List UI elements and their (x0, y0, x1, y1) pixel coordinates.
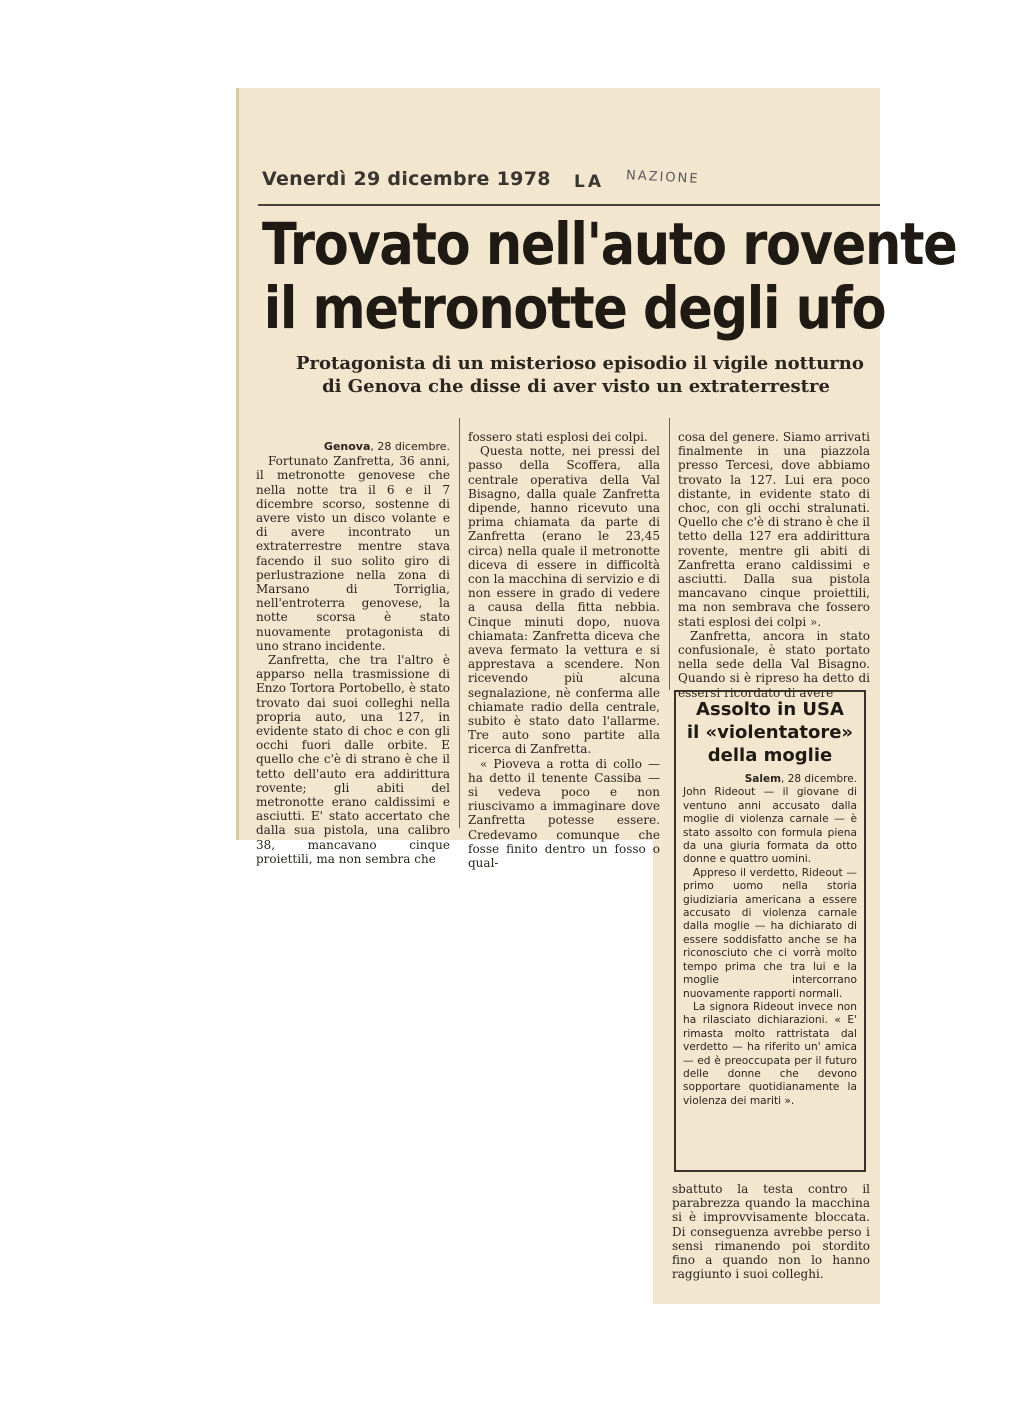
article-column-1 (256, 440, 450, 866)
paragraph: John Rideout — il giovane di ventuno anni accusato dalla moglie di violenza carnale — è stato assolto con formula piena da una giuria formata da otto donne e quattro uomini. (683, 786, 857, 866)
paragraph: « Pioveva a rotta di collo — ha detto il tenente Cassiba — si vedeva poco e non riuscivamo a immaginare dove Zanfretta potesse essere. Credevamo comunque che fosse finito dentro un fosso o qual- (468, 756, 660, 871)
subhead-line-2: di Genova che disse di aver visto un extraterrestre (322, 376, 830, 397)
clipping-edge (236, 88, 239, 840)
column-divider (669, 418, 670, 690)
paragraph: Questa notte, nei pressi del passo della Scoffera, alla centrale operativa della Val Bisagno, dalla quale Zanfretta dipende, hanno ricevuto una prima chiamata da parte di Zanfretta (erano le 23,45 circa) nella quale il metronotte diceva di essere in difficoltà con la macchina di servizio e di non essere in grado di vedere a causa della fitta nebbia. Cinque minuti dopo, nuova chiamata: Zanfretta diceva che aveva fermato la vettura e si apprestava a scendere. Non ricevendo più alcuna segnalazione, nè conferma alle chiamate radio della centrale, subito è stato dato l'allarme. Tre auto sono partite alla ricerca di Zanfretta. (468, 444, 660, 757)
headline-line-2: il metronotte degli ufo (263, 274, 886, 342)
sidebar-article-box (674, 690, 866, 1172)
sidebar-body (683, 773, 857, 1108)
column-divider (459, 418, 460, 828)
article-column-3 (678, 430, 870, 700)
article-byline: Genova, 28 dicembre. (323, 440, 450, 453)
paragraph: Zanfretta, ancora in stato confusionale, è stato portato nella sede della Val Bisagno. Quando si è ripreso ha detto di essersi ricordato di avere (678, 628, 870, 700)
paragraph: sbattuto la testa contro il parabrezza quando la macchina si è improvvisamente bloccata. Di conseguenza avrebbe perso i sensi rimanendo poi stordito fino a quando non lo hanno raggiunto i suoi colleghi. (672, 1182, 870, 1282)
paragraph: Zanfretta, che tra l'altro è apparso nella trasmissione di Enzo Tortora Portobello, è stato trovato dai suoi colleghi nella propria auto, una 127, in evidente stato di choc e con gli occhi fuori dalle orbite. E quello che c'è di strano è che il tetto dell'auto era addirittura rovente; gli abiti del metronotte erano caldissimi e asciutti. E' stato accertato che dalla sua pistola, una calibro 38, mancavano cinque proiettili, ma non sembra che (256, 653, 450, 866)
sidebar-byline: Salem, 28 dicembre. (744, 773, 857, 785)
issue-date: Venerdì 29 dicembre 1978 (262, 168, 551, 190)
paragraph: La signora Rideout invece non ha rilasciato dichiarazioni. « E' rimasta molto rattristata dal verdetto — ha riferito un' amica — ed è preoccupata per il futuro delle donne che devono sopportare quotidianamente la violenza dei mariti ». (683, 1000, 857, 1107)
sidebar-headline: Assolto in USA il «violentatore» della moglie (686, 699, 854, 766)
paragraph: Fortunato Zanfretta, 36 anni, il metronotte genovese che nella notte tra il 6 e il 7 dicembre scorso, sostenne di avere visto un disco volante e di avere incontrato un extraterrestre mentre stava facendo il suo solito giro di perlustrazione nella zona di Marsano di Torriglia, nell'entroterra genovese, la notte scorsa è stato nuovamente protagonista di uno strano incidente. (256, 454, 450, 653)
article-column-2 (468, 430, 660, 871)
paragraph: cosa del genere. Siamo arrivati finalmente in una piazzola presso Tercesi, dove abbiamo trovato la 127. Lui era poco distante, in evidente stato di choc, con gli occhi stralunati. Quello che c'è di strano è che il tetto della 127 era addirittura rovente, mentre gli abiti di Zanfretta erano caldissimi e asciutti. Dalla sua pistola mancavano cinque proiettili, ma non sembrava che fossero stati esplosi dei colpi ». (678, 430, 870, 629)
article-subhead (296, 352, 864, 398)
paragraph: Appreso il verdetto, Rideout — primo uomo nella storia giudiziaria americana a essere accusato di violenza carnale dalla moglie — ha dichiarato di essere soddisfatto anche se ha riconosciuto che ci vorrà molto tempo prima che tra lui e la moglie intercorrano nuovamente rapporti normali. (683, 866, 857, 1000)
paragraph: fossero stati esplosi dei colpi. (468, 430, 648, 444)
article-column-continued (672, 1182, 870, 1300)
subhead-line-1: Protagonista di un misterioso episodio il vigile notturno (296, 353, 864, 374)
headline-line-1: Trovato nell'auto rovente (262, 210, 957, 278)
masthead-logo: LA (574, 172, 604, 192)
handwritten-note: NAZIONE (625, 168, 700, 187)
header-rule (258, 204, 880, 206)
article-headline (262, 210, 957, 342)
